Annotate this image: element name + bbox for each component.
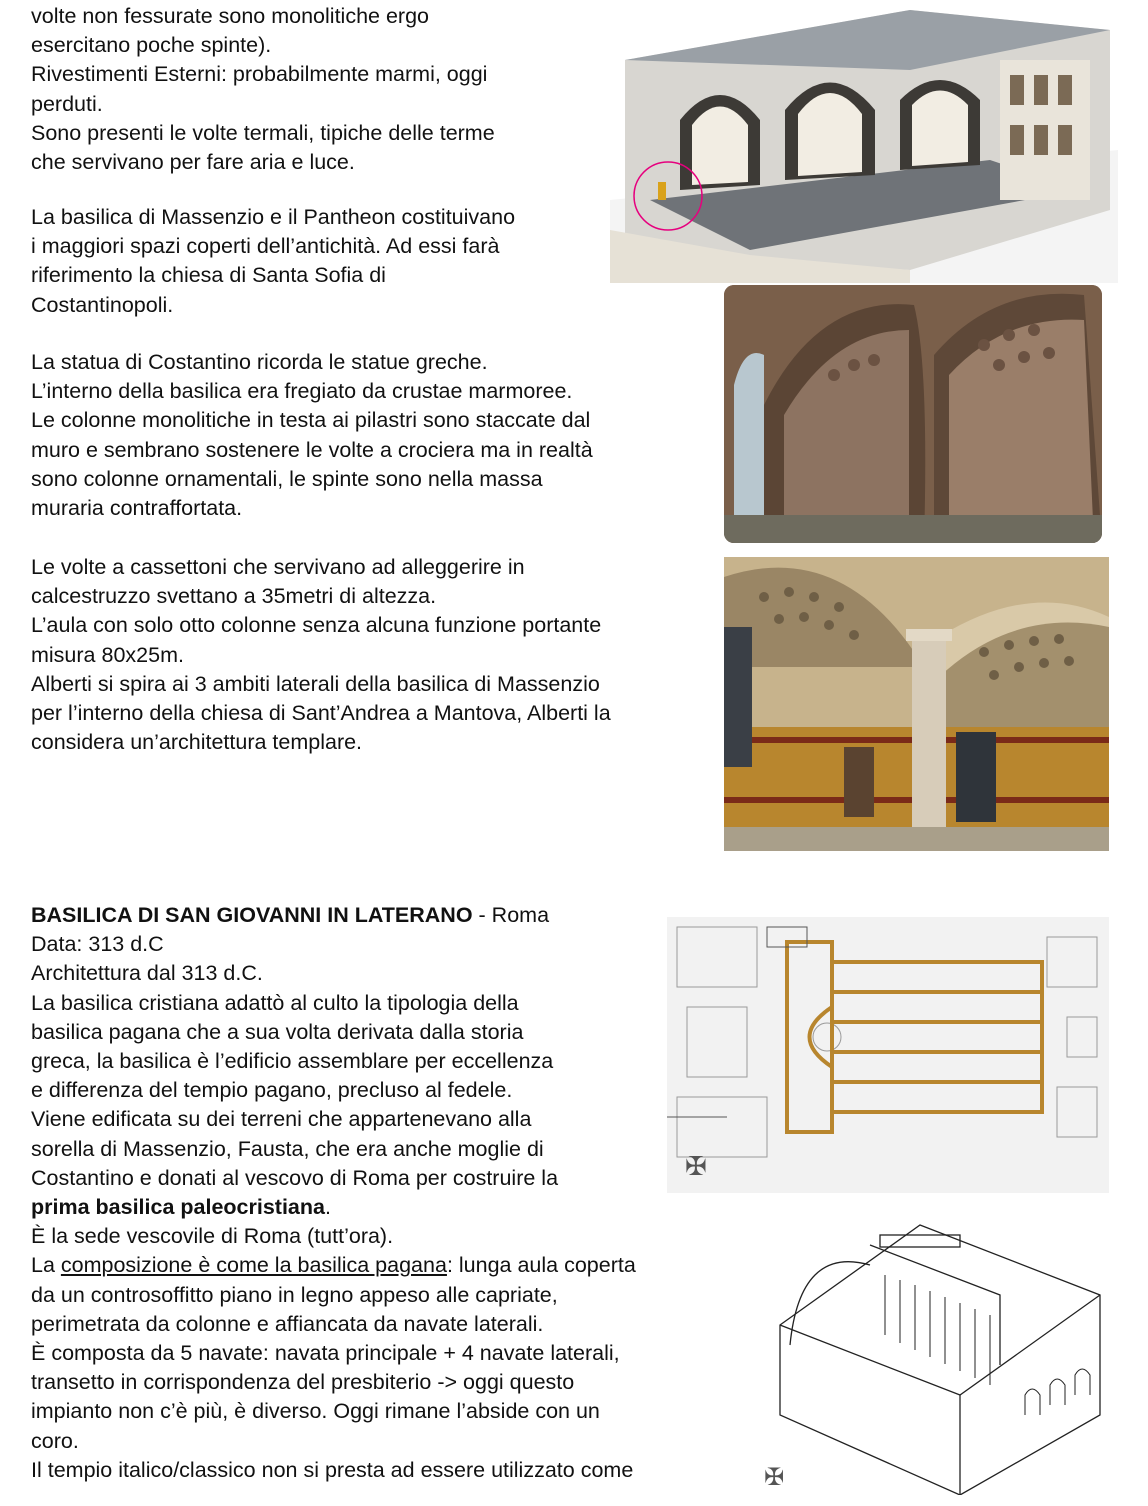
text-block-cassettoni (31, 553, 611, 757)
text-block-statua (31, 348, 593, 523)
text-line: Costantinopoli. (31, 292, 174, 317)
image-basilica-interior-reconstruction (724, 557, 1109, 851)
text-line: misura 80x25m. (31, 642, 184, 667)
text-line (31, 1193, 636, 1222)
text-line: muraria contraffortata. (31, 496, 243, 521)
text-line: volte non fessurate sono monolitiche ergo (31, 4, 429, 28)
text-line: La basilica cristiana adattò al culto la tipologia della (31, 990, 519, 1015)
section-title-location: - Roma (472, 903, 550, 927)
svg-text:✠: ✠ (764, 1463, 785, 1491)
text-line: L’interno della basilica era fregiato da crustae marmoree. (31, 379, 573, 404)
image-laterano-axonometric-drawing (760, 1205, 1110, 1495)
text-line: impianto non c’è più, è diverso. Oggi rimane l’abside con un (31, 1399, 600, 1424)
section-title (31, 901, 636, 930)
text-line: calcestruzzo svettano a 35metri di altezza. (31, 584, 437, 609)
text-block-massenzio-pantheon (31, 203, 515, 320)
svg-text:✠: ✠ (685, 1152, 707, 1182)
text-line: considera un’architettura templare. (31, 730, 363, 755)
text-line: Alberti si spira ai 3 ambiti laterali della basilica di Massenzio (31, 671, 600, 696)
text-block-volte (31, 2, 495, 177)
text-line: La statua di Costantino ricorda le statue greche. (31, 350, 488, 374)
text-line: Data: 313 d.C (31, 932, 164, 957)
text-line: per l’interno della chiesa di Sant’Andrea a Mantova, Alberti la (31, 701, 611, 726)
text-line: da un controsoffitto piano in legno appeso alle capriate, (31, 1282, 558, 1307)
text-line: Le colonne monolitiche in testa ai pilastri sono staccate dal (31, 408, 591, 433)
section-title-bold: BASILICA DI SAN GIOVANNI IN LATERANO (31, 903, 473, 927)
text-line: greca, la basilica è l’edificio assemblare per eccellenza (31, 1049, 554, 1074)
text-line: È la sede vescovile di Roma (tutt’ora). (31, 1224, 394, 1249)
text-block-laterano (31, 901, 636, 1485)
text-line: Viene edificata su dei terreni che appartenevano alla (31, 1107, 532, 1132)
text-line: Architettura dal 313 d.C. (31, 961, 263, 986)
image-basilica-cutaway-reconstruction (610, 0, 1118, 283)
text-line: perduti. (31, 91, 103, 116)
text-line: perimetrata da colonne e affiancata da navate laterali. (31, 1311, 544, 1336)
text-line (31, 1251, 636, 1280)
text-line: Il tempio italico/classico non si presta ad essere utilizzato come (31, 1457, 634, 1482)
image-laterano-floor-plan (667, 917, 1109, 1193)
text-fragment: La (31, 1253, 61, 1278)
text-line: Costantino e donati al vescovo di Roma per costruire la (31, 1165, 559, 1190)
text-line: coro. (31, 1428, 79, 1453)
text-line: riferimento la chiesa di Santa Sofia di (31, 263, 386, 288)
text-line: Rivestimenti Esterni: probabilmente marmi, oggi (31, 62, 488, 87)
text-line: È composta da 5 navate: navata principale + 4 navate laterali, (31, 1341, 620, 1366)
text-line: sorella di Massenzio, Fausta, che era anche moglie di (31, 1136, 544, 1161)
text-line: La basilica di Massenzio e il Pantheon costituivano (31, 205, 516, 229)
underlined-phrase: composizione è come la basilica pagana (60, 1253, 447, 1278)
text-line: basilica pagana che a sua volta derivata dalla storia (31, 1019, 524, 1044)
text-line: Sono presenti le volte termali, tipiche delle terme (31, 120, 495, 145)
text-line: sono colonne ornamentali, le spinte sono nella massa (31, 466, 543, 491)
punctuation: . (324, 1195, 331, 1220)
text-line: Le volte a cassettoni che servivano ad alleggerire in (31, 555, 525, 579)
text-line: e differenza del tempio pagano, precluso al fedele. (31, 1078, 513, 1103)
text-line: muro e sembrano sostenere le volte a crociera ma in realtà (31, 437, 593, 462)
text-line: transetto in corrispondenza del presbiterio -> oggi questo (31, 1370, 575, 1395)
text-line: L’aula con solo otto colonne senza alcuna funzione portante (31, 613, 602, 638)
text-line: i maggiori spazi coperti dell’antichità. Ad essi farà (31, 234, 500, 259)
image-basilica-ruins-photo (724, 285, 1102, 543)
text-fragment: : lunga aula coperta (446, 1253, 636, 1278)
text-line: che servivano per fare aria e luce. (31, 150, 355, 175)
text-line: esercitano poche spinte). (31, 33, 272, 58)
bold-phrase: prima basilica paleocristiana (31, 1195, 325, 1220)
